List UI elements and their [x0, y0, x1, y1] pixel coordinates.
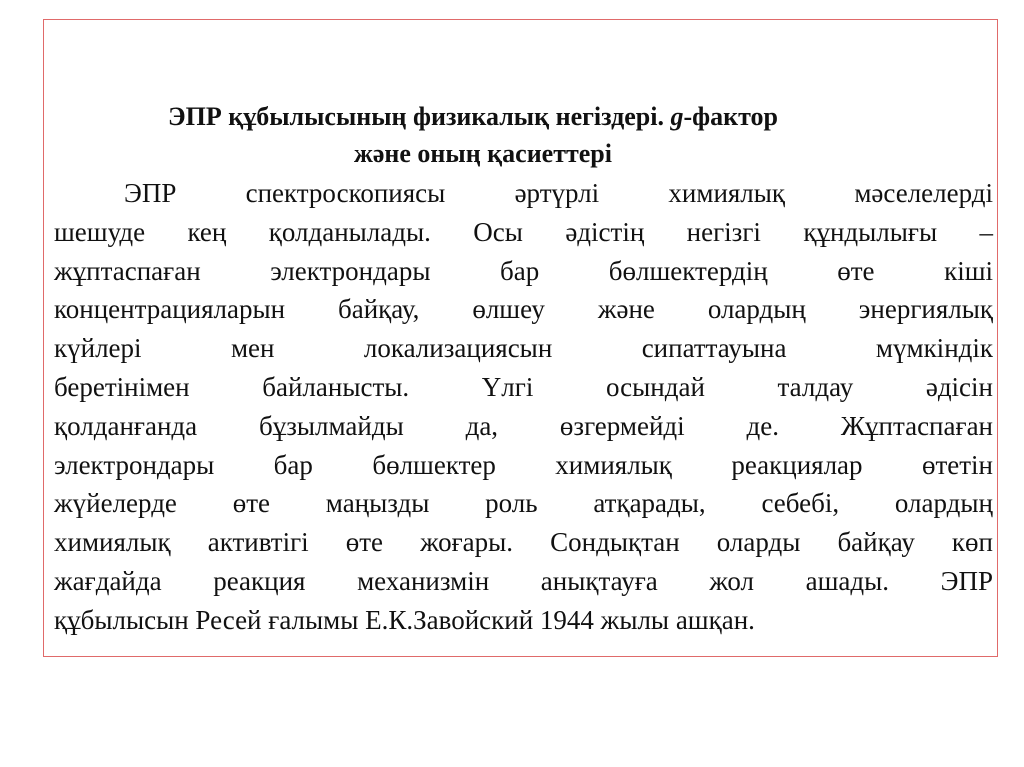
heading-suffix: -фактор	[683, 102, 779, 131]
heading-line-1	[168, 99, 778, 135]
slide-frame	[43, 19, 998, 657]
heading-prefix: ЭПР құбылысының физикалық негіздері.	[168, 102, 671, 131]
paragraph-line: химиялық активтігі өте жоғары. Сондықтан оларды байқау көп	[54, 527, 993, 558]
paragraph-line: қолданғанда бұзылмайды да, өзгермейді де. Жұптаспаған	[54, 410, 993, 441]
heading-line-2: және оның қасиеттері	[354, 139, 612, 168]
paragraph-line: жағдайда реакция механизмін анықтауға жол ашады. ЭПР	[54, 565, 993, 596]
paragraph-line: ЭПР спектроскопиясы әртүрлі химиялық мәселелерді	[124, 178, 993, 208]
paragraph-line: құбылысын Ресей ғалымы Е.К.Завойский 1944 жылы ашқан.	[54, 604, 755, 635]
paragraph-line: электрондары бар бөлшектер химиялық реакциялар өтетін	[54, 449, 993, 480]
paragraph-line: күйлері мен локализациясын сипаттауына мүмкіндік	[54, 333, 993, 364]
paragraph-line: шешуде кең қолданылады. Осы әдістің негізгі құндылығы –	[54, 216, 993, 247]
paragraph-line: жүйелерде өте маңызды роль атқарады, себебі, олардың	[54, 488, 993, 519]
paragraph-line: беретінімен байланысты. Үлгі осындай талдау әдісін	[54, 371, 993, 402]
body-paragraph	[54, 174, 993, 640]
paragraph-line: жұптаспаған электрондары бар бөлшектердің өте кіші	[54, 255, 993, 286]
paragraph-line: концентрацияларын байқау, өлшеу және олардың энергиялық	[54, 294, 993, 325]
heading-g-letter: g	[670, 102, 684, 131]
